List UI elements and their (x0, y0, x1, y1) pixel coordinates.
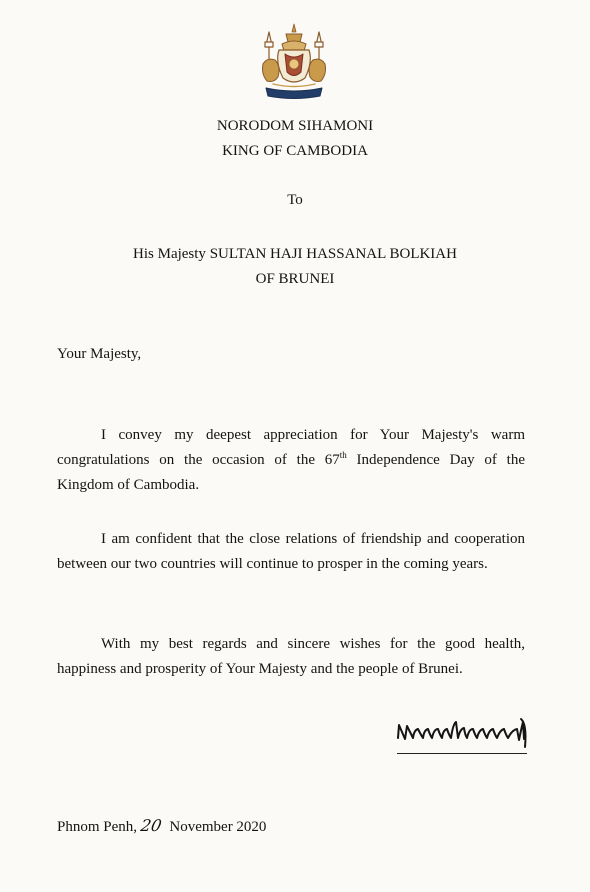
ordinal-suffix: th (339, 450, 347, 460)
sender-title: KING OF CAMBODIA (222, 143, 368, 159)
recipient-prefix: His Majesty (133, 246, 206, 262)
handwritten-day: 20 (139, 816, 164, 835)
paragraph-appreciation-start: I convey my deepest appreciation for Your Majesty's warm congratulations on the occasion of the 67 (57, 427, 525, 468)
place-and-date (57, 813, 266, 840)
place: Phnom Penh, (57, 819, 138, 835)
to-label: To (287, 192, 303, 208)
signature-underline (397, 753, 527, 754)
paragraph-regards: With my best regards and sincere wishes for the good health, happiness and prosperity of Your Majesty and the people of Brunei. (57, 636, 525, 677)
recipient-block (0, 242, 590, 292)
month-year: November 2020 (169, 819, 267, 835)
royal-arms-of-cambodia-icon (255, 22, 333, 104)
paragraph-relations: I am confident that the close relations of friendship and cooperation between our two countries will continue to prosper in the coming years. (57, 531, 525, 572)
sender-name: NORODOM SIHAMONI (216, 118, 374, 134)
recipient-name: SULTAN HAJI HASSANAL BOLKIAH (209, 246, 457, 262)
handwritten-signature-icon (393, 712, 531, 756)
paragraph-appreciation-end: Independence Day of the Kingdom of Cambodia. (57, 452, 525, 493)
sender-block (0, 114, 590, 164)
recipient-country: OF BRUNEI (255, 271, 335, 287)
salutation: Your Majesty, (57, 346, 142, 362)
recipient-name-line (0, 242, 590, 267)
paragraph-appreciation (57, 423, 525, 498)
